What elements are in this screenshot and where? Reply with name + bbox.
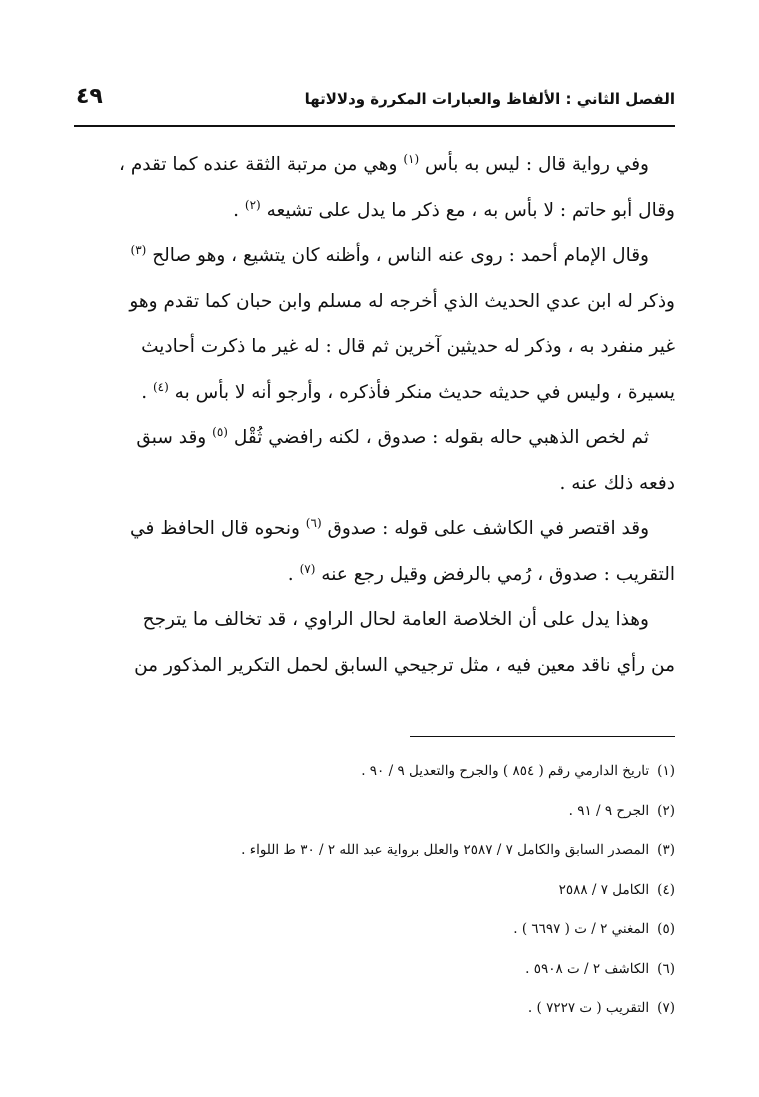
footnote-number: (٤) bbox=[657, 881, 675, 898]
footnote bbox=[74, 989, 675, 1029]
paragraph-text: وقال الإمام أحمد : روى عنه الناس ، وأظنه كان يتشيع ، وهو صالح bbox=[146, 245, 649, 266]
paragraph-text: ونحوه قال الحافظ في التقريب : صدوق ، رُمي بالرفض وقيل رجع عنه bbox=[130, 518, 675, 585]
footnote-number: (٥) bbox=[657, 921, 675, 937]
footnote-ref: (٤) bbox=[152, 379, 169, 394]
body-text bbox=[74, 142, 675, 688]
footnote-ref: (١) bbox=[403, 151, 420, 166]
paragraph-text: وفي رواية قال : ليس به بأس bbox=[419, 154, 649, 175]
paragraph-text: وهي من مرتبة الثقة عنده كما تقدم ، وقال أبو حاتم : لا بأس به ، مع ذكر ما يدل على تشيعه bbox=[118, 154, 675, 221]
footnote-text: المغني ٢ / ت ( ٦٦٩٧ ) . bbox=[513, 921, 650, 937]
footnote bbox=[74, 910, 675, 950]
footnote-number: (٣) bbox=[657, 842, 675, 858]
footnote-ref: (٥) bbox=[212, 424, 228, 439]
paragraph bbox=[74, 142, 675, 233]
footnote-ref: (٢) bbox=[244, 197, 261, 212]
paragraph-text: وذكر له ابن عدي الحديث الذي أخرجه له مسلم وابن حبان كما تقدم وهو غير منفرد به ، وذكر له حديثين آخرين ثم قال : له غير ما ذكرت أحاديث يسيرة ، وليس في حديثه حديث منكر فأذكره ، وأرجو أنه لا بأس به bbox=[129, 290, 675, 403]
footnote-number: (١) bbox=[657, 763, 675, 779]
footnote-number: (٦) bbox=[657, 960, 675, 977]
paragraph-text: . bbox=[141, 381, 153, 403]
paragraph bbox=[74, 233, 675, 415]
page-number: ٤٩ bbox=[76, 84, 103, 109]
paragraph-text: وهذا يدل على أن الخلاصة العامة لحال الراوي ، قد تخالف ما يترجح من رأي ناقد معين فيه ، مثل ترجيحي السابق لحمل التكرير المذكور من bbox=[134, 609, 675, 676]
paragraph-text: وقد اقتصر في الكاشف على قوله : صدوق bbox=[321, 518, 649, 539]
footnote bbox=[74, 831, 675, 871]
footnote-text: الجرح ٩ / ٩١ . bbox=[568, 802, 650, 819]
footnote bbox=[74, 792, 675, 832]
footnote-text: التقريب ( ت ٧٢٢٧ ) . bbox=[527, 1000, 650, 1016]
footnotes bbox=[74, 752, 675, 1029]
paragraph-text: . bbox=[287, 563, 300, 585]
footnote-ref: (٣) bbox=[130, 242, 147, 257]
footnote-number: (٢) bbox=[657, 802, 675, 819]
chapter-title: الفصل الثاني : الألفاظ والعبارات المكررة ودلالاتها bbox=[304, 90, 675, 108]
footnote-text: الكاشف ٢ / ت ٥٩٠٨ . bbox=[525, 960, 650, 977]
footnote-separator bbox=[410, 736, 675, 737]
footnote bbox=[74, 950, 675, 990]
footnote-text: تاريخ الدارمي رقم ( ٨٥٤ ) والجرح والتعديل ٩ / ٩٠ . bbox=[361, 763, 650, 779]
paragraph bbox=[74, 506, 675, 597]
footnote bbox=[74, 871, 675, 911]
footnote-text: المصدر السابق والكامل ٧ / ٢٥٨٧ والعلل برواية عبد الله ٢ / ٣٠ ط اللواء . bbox=[241, 842, 650, 858]
paragraph-text: وقد سبق دفعه ذلك عنه . bbox=[136, 427, 675, 494]
paragraph bbox=[74, 597, 675, 688]
footnote-text: الكامل ٧ / ٢٥٨٨ bbox=[558, 881, 650, 898]
footnote-ref: (٦) bbox=[305, 515, 322, 530]
paragraph bbox=[74, 415, 675, 506]
paragraph-text: ثم لخص الذهبي حاله بقوله : صدوق ، لكنه رافضي ثُقْل bbox=[227, 427, 649, 448]
footnote bbox=[74, 752, 675, 792]
running-head bbox=[74, 84, 675, 118]
footnote-number: (٧) bbox=[657, 1000, 675, 1016]
header-rule bbox=[74, 125, 675, 127]
paragraph-text: . bbox=[233, 199, 245, 221]
footnote-ref: (٧) bbox=[299, 561, 316, 576]
